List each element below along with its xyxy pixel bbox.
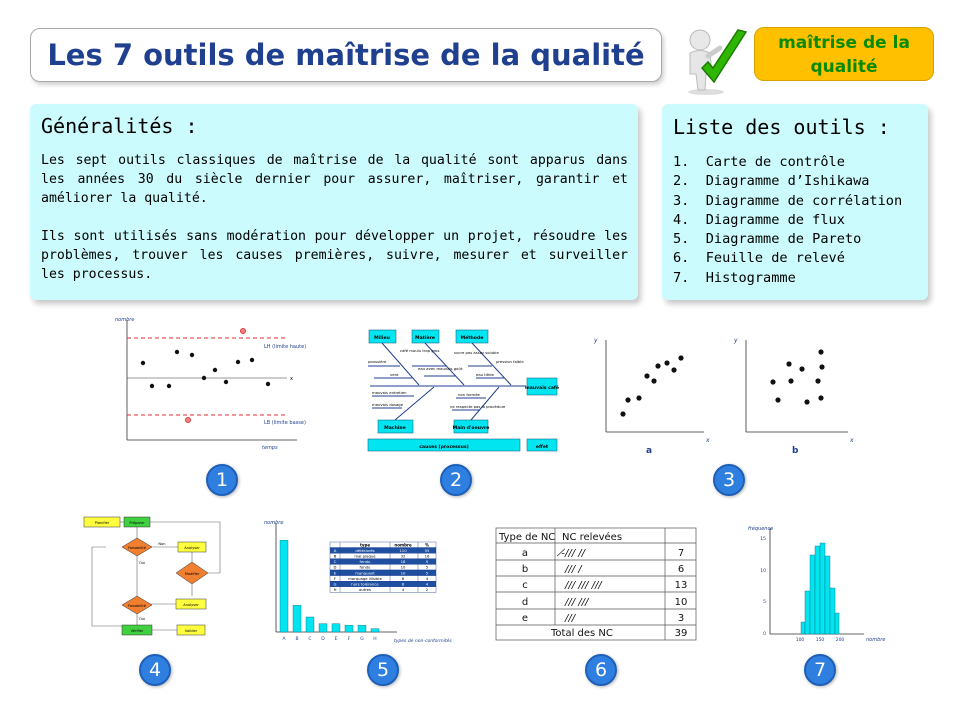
ishikawa-cause: sucre pas assez soluble [454,350,499,355]
tool-number-1: 1 [206,464,238,496]
list-item: 3. Diagramme de corrélation [673,192,903,209]
flux-verify: Vérifier [130,629,144,633]
flux-decision: Modifier [184,572,200,576]
pareto-ticks [282,636,376,642]
list-item: 2. Diagramme d’Ishikawa [673,173,870,190]
flux-figure [82,514,232,640]
generalites-paragraph-2: Ils sont utilisés sans modération pour développer un projet, résoudre les problèmes, trouver les causes premières, suivre, mesurer et surveiller les processus. [41,229,628,282]
page-title: Les 7 outils de maîtrise de la qualité [30,28,662,82]
pareto-tick: F [347,637,351,642]
pareto-cell: 5 [425,570,429,576]
histogram-ylabel: fréquence [748,526,774,532]
ishikawa-cause: pression faible [496,359,524,364]
control-chart-xlabel: temps [262,445,278,451]
ishikawa-cause: non formée [458,392,480,397]
feuille-figure [495,526,699,642]
pareto-cell: E [333,570,337,576]
pareto-cell: G [333,581,337,587]
tool-number-6: 6 [585,654,617,686]
pareto-bar [345,625,353,632]
ishikawa-effect: mauvais café [524,386,560,391]
table-row [330,548,436,554]
histogram-xtick: 200 [835,638,845,643]
table-row [330,553,436,559]
ishikawa-main: Main d'oeuvre [452,426,490,431]
pareto-ylabel: nombre [264,520,284,526]
pareto-cell: 18 [400,559,406,565]
checkmark-figure-icon [676,26,750,96]
pareto-cell: fondu [359,564,371,570]
histogram-figure [744,524,894,646]
pareto-tick: H [373,637,377,642]
ishikawa-machine: Machine [384,426,406,431]
pareto-cell: D [333,564,337,570]
feuille-marks: /// /// /// [565,580,602,591]
tool-label: Carte de contrôle [705,154,845,170]
pareto-cell: détériorés [355,547,375,553]
list-item: 6. Feuille de relevé [673,250,845,267]
tool-label: Diagramme de flux [705,211,845,228]
ishikawa-methode: Méthode [460,336,484,341]
flux-analyse: Analyser [183,603,199,607]
pareto-tick: G [360,637,364,642]
pareto-cell: autres [358,587,372,593]
feuille-marks: /// [565,613,576,624]
generalites-panel [30,104,638,300]
ishikawa-cause: mauvais dosage [372,402,404,407]
tool-label: Diagramme de Pareto [705,231,862,248]
pareto-bar [358,625,366,632]
list-item: 5. Diagramme de Pareto [673,231,862,248]
ishikawa-effet: effet [535,445,549,450]
pareto-cell: 2 [425,587,429,593]
pareto-cell: 10 [400,570,406,576]
correlation-ylabel-a: y [594,337,598,344]
feuille-count: 3 [677,613,685,624]
tool-label: Diagramme d’Ishikawa [705,173,870,190]
table-row [330,576,436,582]
feuille-count: 7 [677,548,685,559]
feuille-total: 39 [674,628,688,639]
pareto-cell: 4 [425,575,429,581]
feuille-rows [522,547,688,624]
table-row [330,564,436,570]
correlation-label-b: b [792,446,799,456]
pareto-cell: 110 [399,547,407,553]
feuille-count: 10 [674,597,688,608]
pareto-tick: B [295,637,299,642]
flux-prep: Préparer [129,521,145,525]
correlation-xlabel-b: x [850,437,854,444]
pareto-cell: 4 [425,581,429,587]
pareto-cell: B [333,553,337,559]
pareto-figure [262,518,472,648]
ishikawa-cause: ne respecte pas la procédure [450,404,506,409]
pareto-cell: F [333,575,337,581]
feuille-total-label: Total des NC [551,628,613,639]
generalites-heading: Généralités : [41,114,198,138]
pareto-cell: manquant [355,570,375,576]
ishikawa-figure [364,326,560,456]
pareto-cell: 8 [401,575,405,581]
histogram-ytick: 0 [763,632,766,637]
feuille-marks: /// / [565,564,582,575]
pareto-cell: A [333,547,337,553]
pareto-header: % [424,542,430,548]
pareto-cell: fendu [359,559,371,565]
pareto-bar [280,540,288,632]
tool-number-2: 2 [440,464,472,496]
ishikawa-cause: mauvais entretien [372,390,407,395]
histogram-ytick: 15 [760,537,766,542]
pareto-cell: H [333,587,337,593]
pareto-cell: 32 [400,553,406,559]
pareto-cell: 4 [401,587,405,593]
quality-badge [754,27,934,81]
flux-non: Non [158,542,166,546]
histogram-ytick: 10 [760,569,766,574]
liste-panel [662,104,928,300]
table-row [330,559,436,565]
feuille-type: a [521,548,529,559]
badge-line-2: qualité [810,57,878,77]
ishikawa-cause: poussière [368,359,387,364]
control-chart-figure [112,316,322,450]
pareto-cell: 5 [425,564,429,570]
pareto-bar [371,629,379,632]
feuille-marks: /// /// [565,597,589,608]
feuille-type: d [521,597,529,608]
correlation-figure [592,330,862,458]
correlation-xlabel-a: x [706,437,710,444]
pareto-xlabel: types de non-conformités [394,639,452,644]
flux-oui: Oui [138,561,146,565]
ishikawa-cause: eau tiède [476,372,494,377]
pareto-cell: C [333,559,337,565]
control-chart-upper-label: LH (limite haute) [264,344,307,350]
tool-number-4: 4 [139,654,171,686]
pareto-cell: 9 [425,559,429,565]
ishikawa-cause: café moulu trop gros [400,348,440,353]
pareto-tick: E [334,637,338,642]
feuille-type: c [522,580,528,591]
list-item: 7. Histogramme [673,269,796,286]
feuille-col2: NC relevées [562,532,623,543]
list-item: 1. Carte de contrôle [673,154,845,170]
tool-number-7: 7 [804,654,836,686]
correlation-label-a: a [646,446,653,456]
control-chart-lower-label: LB (limite basse) [264,420,306,426]
flux-validate: Valider [184,629,198,633]
generalites-paragraph-1: Les sept outils classiques de maîtrise de la qualité sont apparus dans les années 30 du siècle dernier pour assurer, maîtriser, garantir et améliorer la qualité. [41,153,628,206]
feuille-count: 13 [674,580,688,591]
pareto-cell: 10 [400,564,406,570]
histogram-ytick: 5 [763,600,766,605]
histogram-xtick: 150 [815,638,825,643]
pareto-bar [293,605,301,632]
pareto-bar [319,624,327,632]
flux-decision: Faisabilité [128,546,146,550]
tool-number-3: 3 [713,464,745,496]
pareto-cell: mal plaqué [354,553,376,559]
pareto-cell: hors tolérance [351,581,379,587]
pareto-tick: A [282,637,286,642]
pareto-header: type [359,542,371,548]
ishikawa-cause: vent [390,372,399,377]
ishikawa-matiere: Matière [415,336,435,341]
control-chart-x: x [290,376,293,382]
pareto-cell: marquage illisible [348,575,382,581]
tool-label: Feuille de relevé [705,250,845,267]
control-chart-ylabel: nombre [115,317,135,323]
table-row [330,581,436,587]
feuille-col1: Type de NC [499,532,556,543]
tools-list [673,153,918,288]
liste-heading: Liste des outils : [673,115,890,139]
histogram-xtick: 100 [795,638,805,643]
flux-start: Planifier [94,521,110,525]
pareto-cell: 16 [424,553,430,559]
feuille-type: b [521,564,529,575]
pareto-bar [332,624,340,632]
feuille-count: 6 [677,564,685,575]
ishikawa-causes: causes (processus) [419,445,469,450]
feuille-marks: ̵̸/// // [565,548,586,559]
pareto-cell: 8 [401,581,405,587]
tool-label: Histogramme [705,269,796,286]
badge-line-1: maîtrise de la [778,33,910,53]
histogram-xlabel: nombre [866,637,886,643]
table-row [330,587,436,593]
tool-number-5: 5 [367,654,399,686]
pareto-bar [306,617,314,632]
ishikawa-cause: eau avec mauvais goût [418,366,463,371]
flux-analyse: Analyser [184,546,200,550]
pareto-tick: C [308,637,312,642]
pareto-cell: 55 [424,547,430,553]
feuille-type: e [521,613,529,624]
pareto-header: nombre [394,542,412,548]
correlation-ylabel-b: y [734,337,738,344]
ishikawa-milieu: Milieu [374,336,390,341]
list-item: 4. Diagramme de flux [673,211,845,228]
pareto-tick: D [321,637,325,642]
flux-oui: Oui [138,617,146,621]
pareto-table [330,542,436,592]
tool-label: Diagramme de corrélation [705,192,903,209]
flux-decision: Faisabilité [128,604,146,608]
table-row [330,570,436,576]
